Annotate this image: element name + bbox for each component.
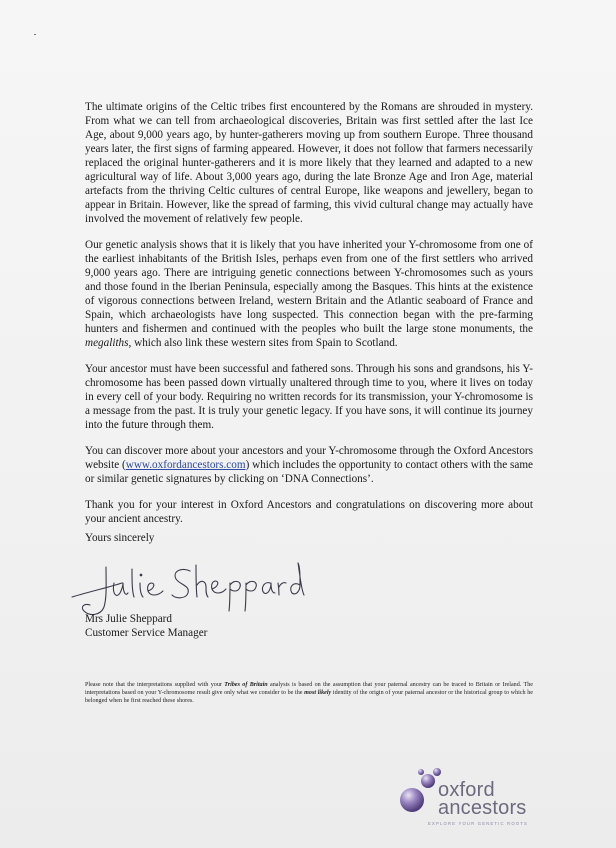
logo-word-oxford: oxford [438, 779, 495, 801]
paragraph-website-text: You can discover more about your ancestors and your Y-chromosome through the Oxford Ancestors website ( [85, 445, 533, 471]
logo-tagline: EXPLORE YOUR GENETIC ROOTS [428, 821, 528, 826]
logo-word-ancestors: ancestors [438, 797, 527, 819]
letter-body [85, 100, 533, 538]
footnote-text-3: identity of the origin of your paternal ancestor or the historical group to which he belonged when he first reached these shores. [85, 690, 533, 705]
paper-speck [34, 34, 36, 35]
paragraph-ancestor [85, 362, 533, 432]
oxford-ancestors-logo [398, 760, 558, 830]
footnote-text-2: analysis is based on the assumption that your paternal ancestry can be traced to Britain or Ireland. The interpretations based on your Y-chromosome result give only what we consider to be the [85, 682, 533, 697]
paragraph-genetic-analysis-text: Our genetic analysis shows that it is likely that you have inherited your Y-chromosome from one of the earliest inhabitants of the British Isles, perhaps even from one of the first settlers who arrived 9,000 years ago. There are intriguing genetic connections between Y-chromosomes such as yours and those found in the Iberian Peninsula, especially among the Basques. This hints at the existence of vigorous connections between Ireland, western Britain and the Atlantic seaboard of France and Spain, which archaeologists have long suspected. This connection began with the pre-farming hunters and fishermen and continued with the peoples who built the large stone monuments, the [85, 239, 533, 335]
signatory [85, 612, 207, 640]
footnote-emphasis: most likely [304, 690, 332, 697]
megaliths-term: megaliths [85, 337, 129, 349]
dna-spheres-icon [398, 766, 442, 822]
paragraph-origins-text: The ultimate origins of the Celtic tribes first encountered by the Romans are shrouded in mystery. From what we can tell from archaeological discoveries, Britain was first settled after the last Ice Age, about 9,000 years ago, by hunter-gatherers moving up from southern Europe. Three thousand years later, the first signs of farming appeared. However, it does not follow that farmers necessarily replaced the original hunter-gatherers and it is more likely that they learned and adapted to a new agricultural way of life. About 3,000 years ago, during the late Bronze Age and Iron Age, material artefacts from the thriving Celtic cultures of central Europe, like weapons and jewellery, began to appear in Britain. However, like the spread of farming, this vivid cultural change may actually have involved the movement of relatively few people. [85, 101, 533, 225]
signatory-title: Customer Service Manager [85, 627, 208, 639]
paragraph-thanks-text: Thank you for your interest in Oxford Ancestors and congratulations on discovering more about your ancient ancestry. [85, 499, 533, 525]
signatory-name: Mrs Julie Sheppard [85, 613, 173, 625]
paragraph-website-end: ) which includes the opportunity to contact others with the same or similar genetic signatures by clicking on ‘DNA Connections’. [85, 459, 533, 485]
website-link[interactable]: www.oxfordancestors.com [125, 459, 246, 471]
paragraph-genetic-analysis [85, 238, 533, 350]
footnote-text-1: Please note that the interpretations supplied with your [85, 682, 225, 688]
paragraph-ancestor-text: Your ancestor must have been successful and fathered sons. Through his sons and grandsons, his Y-chromosome has been passed down virtually unaltered through time to you, where it lives on today in every cell of your body. Requiring no written records for its transmission, your Y-chromosome is a message from the past. It is truly your genetic legacy. If you have sons, it will continue its journey into the future through them. [85, 363, 533, 431]
footnote-product-name: Tribes of Britain [224, 682, 268, 688]
paragraph-website [85, 444, 533, 486]
disclaimer-footnote [85, 681, 533, 706]
salutation: Yours sincerely [85, 532, 155, 544]
paragraph-genetic-analysis-end: , which also link these western sites from Spain to Scotland. [128, 337, 398, 349]
paragraph-origins [85, 100, 533, 226]
paragraph-thanks [85, 498, 533, 526]
